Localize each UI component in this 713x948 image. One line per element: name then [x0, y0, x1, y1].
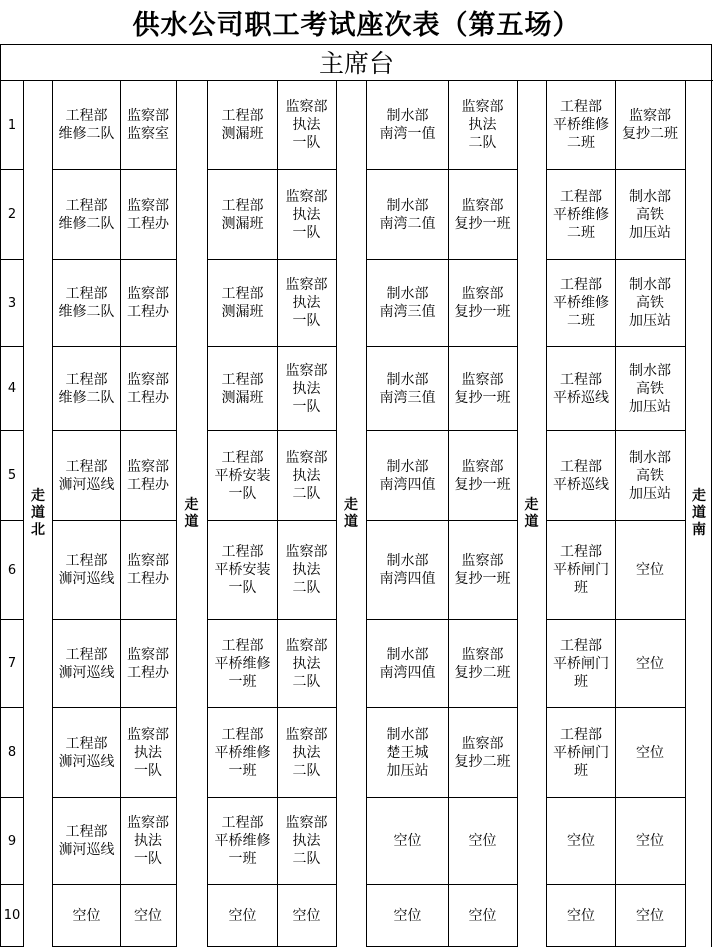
aisle-2-label: [336, 497, 366, 531]
seat-cell: 制水部 南湾二值: [367, 170, 449, 260]
seat-cell: 工程部 测漏班: [208, 81, 278, 170]
seat-cell: 工程部 浉河巡线: [53, 620, 121, 708]
aisle-char: 走: [31, 488, 45, 504]
row-number: 2: [0, 170, 24, 260]
seat-cell: 监察部 执法 二队: [277, 708, 336, 798]
seat-cell: 监察部 工程办: [120, 431, 176, 521]
seat-cell: 工程部 维修二队: [53, 260, 121, 347]
seat-cell: 工程部 测漏班: [208, 170, 278, 260]
aisle-char: 走: [692, 488, 706, 504]
seat-cell: 监察部 执法 二队: [277, 521, 336, 620]
seat-cell: 监察部 执法 一队: [120, 798, 176, 885]
seat-cell: 工程部 测漏班: [208, 260, 278, 347]
seat-group-1: [52, 81, 177, 947]
seat-cell: 空位: [277, 885, 336, 947]
seat-cell: 空位: [208, 885, 278, 947]
aisle-char: 走: [184, 497, 199, 513]
seat-cell: 空位: [547, 798, 616, 885]
seat-cell: 工程部 浉河巡线: [53, 798, 121, 885]
seat-cell: 监察部 监察室: [120, 81, 176, 170]
seat-cell: 制水部 南湾四值: [367, 521, 449, 620]
seat-cell: 监察部 执法 二队: [448, 81, 517, 170]
seat-cell: 制水部 高铁 加压站: [615, 347, 685, 431]
seat-cell: 监察部 执法 二队: [277, 431, 336, 521]
seat-cell: 工程部 平桥安装 一队: [208, 431, 278, 521]
seat-cell: 监察部 执法 一队: [277, 170, 336, 260]
aisle-char: 走: [344, 497, 358, 513]
seat-cell: 工程部 平桥闸门 班: [547, 521, 616, 620]
seat-cell: 制水部 高铁 加压站: [615, 431, 685, 521]
row-number: 1: [0, 81, 24, 170]
row-number: 6: [0, 521, 24, 620]
seat-cell: 空位: [53, 885, 121, 947]
seat-cell: 工程部 平桥巡线: [547, 347, 616, 431]
seat-group-3: [366, 81, 518, 947]
seat-cell: 空位: [615, 521, 685, 620]
aisle-char: 北: [31, 522, 45, 538]
seat-cell: 工程部 平桥维修 一班: [208, 798, 278, 885]
seat-cell: 监察部 工程办: [120, 347, 176, 431]
seat-cell: 监察部 执法 一队: [277, 81, 336, 170]
seat-cell: 空位: [448, 885, 517, 947]
seat-cell: 监察部 复抄一班: [448, 431, 517, 521]
aisle-char: 道: [31, 505, 45, 521]
row-number: 3: [0, 260, 24, 347]
seat-cell: 空位: [547, 885, 616, 947]
seat-cell: 工程部 平桥维修 一班: [208, 620, 278, 708]
seat-cell: 监察部 执法 二队: [277, 620, 336, 708]
seat-cell: 空位: [615, 885, 685, 947]
seat-cell: 监察部 复抄一班: [448, 521, 517, 620]
page-title: 供水公司职工考试座次表（第五场）: [132, 9, 581, 41]
aisle-char: 南: [692, 522, 706, 538]
seat-cell: 工程部 平桥维修 二班: [547, 81, 616, 170]
aisle-3-label: [517, 497, 546, 531]
seat-cell: 工程部 浉河巡线: [53, 708, 121, 798]
seat-cell: 制水部 高铁 加压站: [615, 260, 685, 347]
seat-cell: 空位: [367, 798, 449, 885]
seat-cell: 工程部 平桥维修 二班: [547, 260, 616, 347]
seat-cell: 工程部 维修二队: [53, 170, 121, 260]
seat-cell: 工程部 平桥安装 一队: [208, 521, 278, 620]
podium-label: 主席台: [0, 44, 713, 81]
aisle-1-label: [176, 497, 207, 531]
seat-cell: 监察部 工程办: [120, 521, 176, 620]
seat-cell: 监察部 复抄二班: [448, 620, 517, 708]
seat-cell: 制水部 南湾四值: [367, 620, 449, 708]
seat-cell: 工程部 浉河巡线: [53, 521, 121, 620]
row-number: 7: [0, 620, 24, 708]
seat-cell: 工程部 浉河巡线: [53, 431, 121, 521]
aisle-char: 走: [524, 497, 539, 513]
seat-group-2: [207, 81, 337, 947]
seat-cell: 监察部 执法 一队: [277, 260, 336, 347]
row-number: 9: [0, 798, 24, 885]
aisle-north-label: [24, 488, 52, 539]
seat-cell: 工程部 平桥闸门 班: [547, 708, 616, 798]
seat-cell: 工程部 维修二队: [53, 81, 121, 170]
row-number: 4: [0, 347, 24, 431]
seat-cell: 工程部 平桥维修 一班: [208, 708, 278, 798]
aisle-char: 道: [524, 514, 539, 530]
seat-cell: 空位: [615, 708, 685, 798]
seat-cell: 监察部 复抄二班: [448, 708, 517, 798]
seat-cell: 监察部 复抄一班: [448, 260, 517, 347]
seat-cell: 制水部 南湾三值: [367, 347, 449, 431]
aisle-char: 道: [184, 514, 199, 530]
seat-cell: 监察部 执法 一队: [120, 708, 176, 798]
seat-cell: 监察部 工程办: [120, 620, 176, 708]
aisle-char: 道: [344, 514, 358, 530]
row-number: 10: [0, 885, 24, 947]
seat-cell: 监察部 执法 一队: [277, 347, 336, 431]
seat-cell: 监察部 复抄一班: [448, 347, 517, 431]
seat-cell: 制水部 高铁 加压站: [615, 170, 685, 260]
seat-cell: 空位: [367, 885, 449, 947]
seat-cell: 制水部 南湾一值: [367, 81, 449, 170]
seat-cell: 工程部 平桥闸门 班: [547, 620, 616, 708]
seat-cell: 制水部 南湾四值: [367, 431, 449, 521]
seat-cell: 监察部 复抄二班: [615, 81, 685, 170]
seat-cell: 空位: [120, 885, 176, 947]
aisle-south-label: [685, 488, 713, 539]
aisle-char: 道: [692, 505, 706, 521]
seat-cell: 制水部 楚王城 加压站: [367, 708, 449, 798]
seat-cell: 工程部 平桥巡线: [547, 431, 616, 521]
row-number: 8: [0, 708, 24, 798]
row-number: 5: [0, 431, 24, 521]
seat-cell: 工程部 测漏班: [208, 347, 278, 431]
seat-cell: 制水部 南湾三值: [367, 260, 449, 347]
seat-cell: 工程部 维修二队: [53, 347, 121, 431]
seat-cell: 空位: [448, 798, 517, 885]
seat-cell: 监察部 复抄一班: [448, 170, 517, 260]
seat-cell: 空位: [615, 798, 685, 885]
seat-cell: 监察部 执法 二队: [277, 798, 336, 885]
seat-group-4: [546, 81, 686, 947]
seat-cell: 空位: [615, 620, 685, 708]
seat-cell: 监察部 工程办: [120, 260, 176, 347]
seat-cell: 监察部 工程办: [120, 170, 176, 260]
seat-cell: 工程部 平桥维修 二班: [547, 170, 616, 260]
row-number-column: [0, 81, 24, 947]
